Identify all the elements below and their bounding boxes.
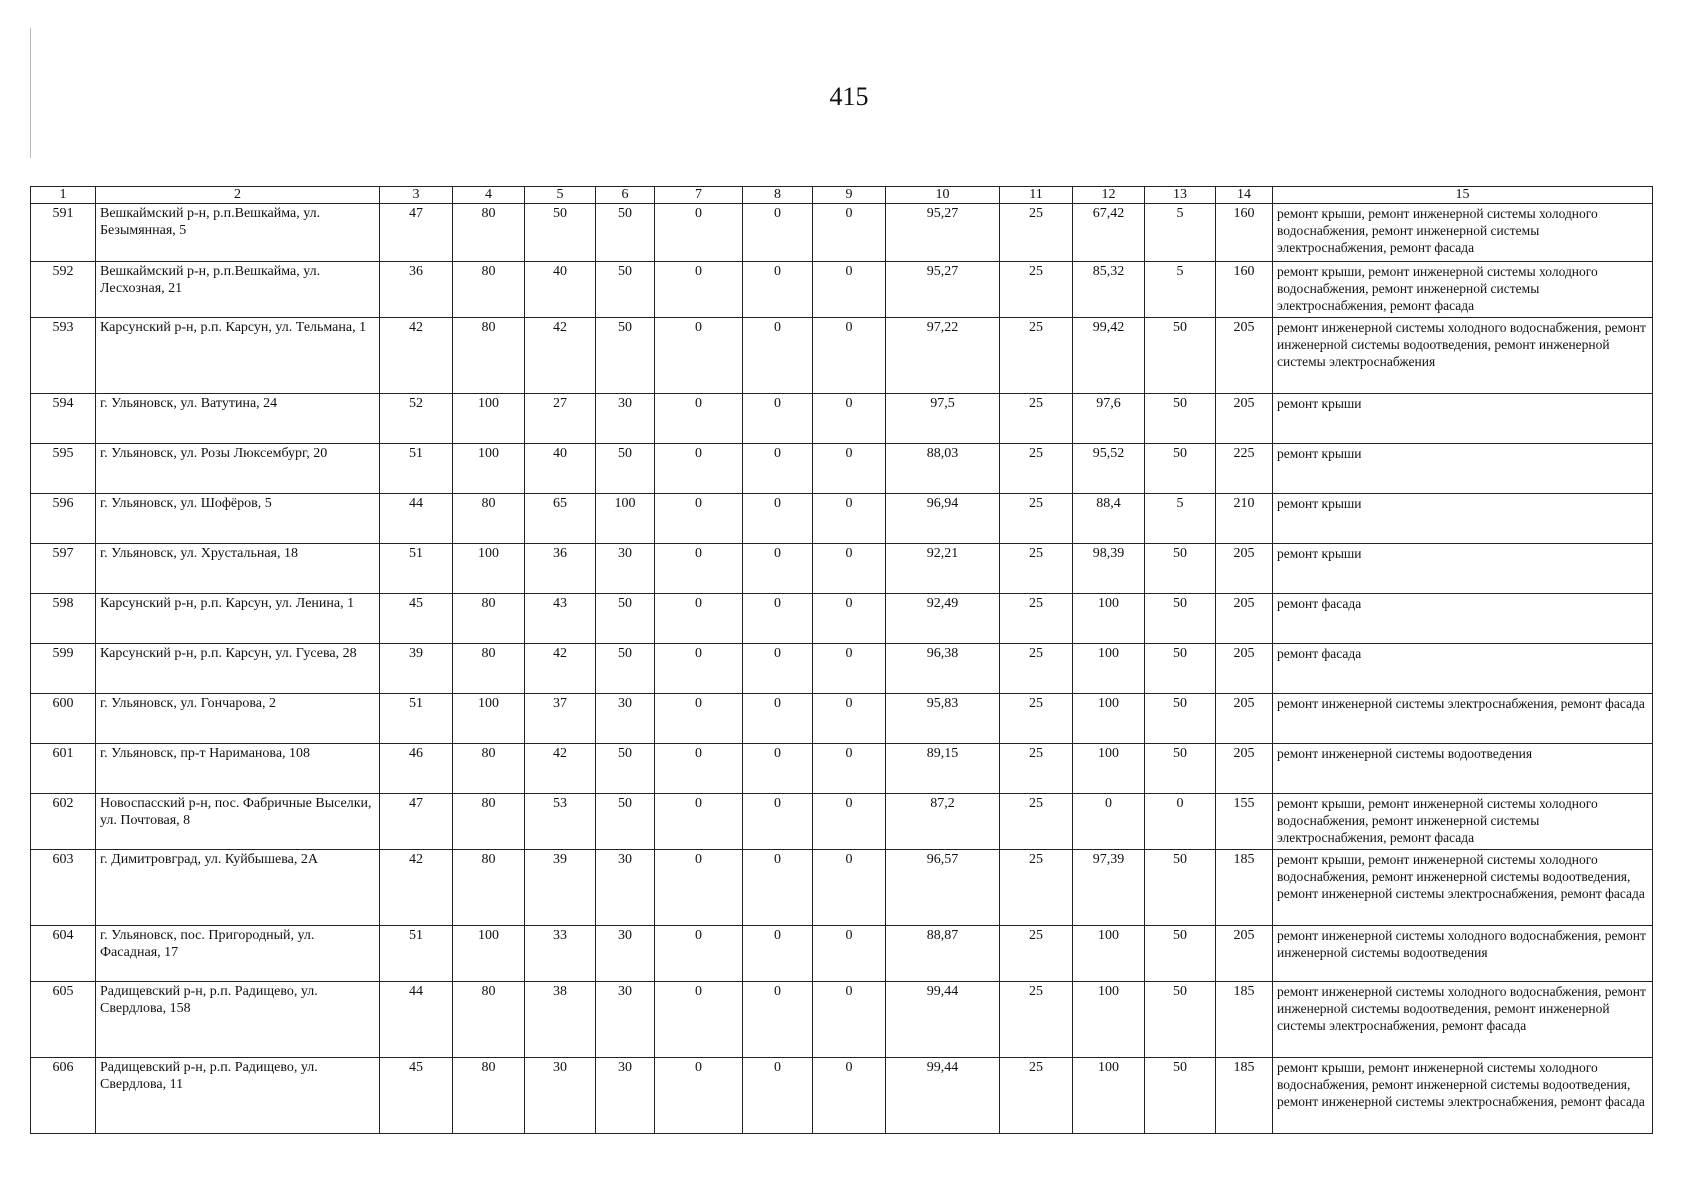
row-number-cell: 603 bbox=[31, 850, 96, 926]
value-4-cell: 80 bbox=[453, 262, 525, 318]
table-row bbox=[31, 644, 1653, 694]
value-5-cell: 65 bbox=[525, 494, 596, 544]
value-13-cell: 50 bbox=[1145, 594, 1216, 644]
value-14-cell: 205 bbox=[1216, 394, 1273, 444]
value-13-cell: 50 bbox=[1145, 744, 1216, 794]
value-9-cell: 0 bbox=[813, 204, 886, 262]
value-12-cell: 100 bbox=[1073, 926, 1145, 982]
value-5-cell: 42 bbox=[525, 318, 596, 394]
address-cell: г. Ульяновск, ул. Шофёров, 5 bbox=[96, 494, 380, 544]
value-4-cell: 80 bbox=[453, 794, 525, 850]
row-number-cell: 596 bbox=[31, 494, 96, 544]
work-types-cell: ремонт крыши, ремонт инженерной системы холодного водоснабжения, ремонт инженерной системы электроснабжения, ремонт фасада bbox=[1273, 204, 1653, 262]
value-14-cell: 210 bbox=[1216, 494, 1273, 544]
table-row bbox=[31, 794, 1653, 850]
value-5-cell: 42 bbox=[525, 744, 596, 794]
value-7-cell: 0 bbox=[655, 204, 743, 262]
value-7-cell: 0 bbox=[655, 262, 743, 318]
value-4-cell: 80 bbox=[453, 1058, 525, 1134]
value-4-cell: 100 bbox=[453, 694, 525, 744]
value-7-cell: 0 bbox=[655, 1058, 743, 1134]
value-14-cell: 225 bbox=[1216, 444, 1273, 494]
value-12-cell: 97,6 bbox=[1073, 394, 1145, 444]
value-9-cell: 0 bbox=[813, 982, 886, 1058]
value-5-cell: 50 bbox=[525, 204, 596, 262]
value-14-cell: 205 bbox=[1216, 544, 1273, 594]
row-number-cell: 602 bbox=[31, 794, 96, 850]
value-8-cell: 0 bbox=[743, 850, 813, 926]
value-8-cell: 0 bbox=[743, 1058, 813, 1134]
value-9-cell: 0 bbox=[813, 544, 886, 594]
value-5-cell: 40 bbox=[525, 444, 596, 494]
work-types-cell: ремонт фасада bbox=[1273, 594, 1653, 644]
column-header: 8 bbox=[743, 187, 813, 204]
value-7-cell: 0 bbox=[655, 694, 743, 744]
value-5-cell: 53 bbox=[525, 794, 596, 850]
value-11-cell: 25 bbox=[1000, 694, 1073, 744]
value-4-cell: 100 bbox=[453, 926, 525, 982]
value-10-cell: 96,94 bbox=[886, 494, 1000, 544]
work-types-cell: ремонт инженерной системы водоотведения bbox=[1273, 744, 1653, 794]
value-11-cell: 25 bbox=[1000, 982, 1073, 1058]
value-7-cell: 0 bbox=[655, 982, 743, 1058]
row-number-cell: 604 bbox=[31, 926, 96, 982]
value-6-cell: 30 bbox=[596, 850, 655, 926]
value-8-cell: 0 bbox=[743, 262, 813, 318]
address-cell: Карсунский р-н, р.п. Карсун, ул. Ленина, 1 bbox=[96, 594, 380, 644]
value-14-cell: 185 bbox=[1216, 1058, 1273, 1134]
column-header: 4 bbox=[453, 187, 525, 204]
work-types-cell: ремонт крыши, ремонт инженерной системы холодного водоснабжения, ремонт инженерной системы электроснабжения, ремонт фасада bbox=[1273, 262, 1653, 318]
work-types-cell: ремонт крыши bbox=[1273, 394, 1653, 444]
column-header: 15 bbox=[1273, 187, 1653, 204]
value-14-cell: 205 bbox=[1216, 594, 1273, 644]
value-12-cell: 100 bbox=[1073, 594, 1145, 644]
value-10-cell: 95,83 bbox=[886, 694, 1000, 744]
value-9-cell: 0 bbox=[813, 494, 886, 544]
value-11-cell: 25 bbox=[1000, 850, 1073, 926]
value-6-cell: 50 bbox=[596, 594, 655, 644]
value-12-cell: 100 bbox=[1073, 694, 1145, 744]
row-number-cell: 591 bbox=[31, 204, 96, 262]
value-11-cell: 25 bbox=[1000, 494, 1073, 544]
value-13-cell: 50 bbox=[1145, 444, 1216, 494]
value-10-cell: 89,15 bbox=[886, 744, 1000, 794]
value-14-cell: 205 bbox=[1216, 694, 1273, 744]
value-5-cell: 43 bbox=[525, 594, 596, 644]
value-11-cell: 25 bbox=[1000, 744, 1073, 794]
register-table bbox=[30, 186, 1653, 1134]
address-cell: Радищевский р-н, р.п. Радищево, ул. Свердлова, 158 bbox=[96, 982, 380, 1058]
table-row bbox=[31, 544, 1653, 594]
table-row bbox=[31, 394, 1653, 444]
value-9-cell: 0 bbox=[813, 444, 886, 494]
column-header: 12 bbox=[1073, 187, 1145, 204]
value-4-cell: 80 bbox=[453, 494, 525, 544]
value-3-cell: 44 bbox=[380, 494, 453, 544]
value-5-cell: 40 bbox=[525, 262, 596, 318]
table-row bbox=[31, 694, 1653, 744]
value-9-cell: 0 bbox=[813, 644, 886, 694]
table-row bbox=[31, 318, 1653, 394]
work-types-cell: ремонт крыши bbox=[1273, 544, 1653, 594]
value-6-cell: 50 bbox=[596, 744, 655, 794]
table-row bbox=[31, 262, 1653, 318]
value-7-cell: 0 bbox=[655, 644, 743, 694]
value-10-cell: 99,44 bbox=[886, 982, 1000, 1058]
column-header: 7 bbox=[655, 187, 743, 204]
value-14-cell: 155 bbox=[1216, 794, 1273, 850]
value-10-cell: 88,87 bbox=[886, 926, 1000, 982]
value-8-cell: 0 bbox=[743, 644, 813, 694]
value-10-cell: 95,27 bbox=[886, 262, 1000, 318]
value-8-cell: 0 bbox=[743, 444, 813, 494]
value-4-cell: 80 bbox=[453, 850, 525, 926]
value-10-cell: 87,2 bbox=[886, 794, 1000, 850]
table-row bbox=[31, 744, 1653, 794]
table-row bbox=[31, 926, 1653, 982]
value-3-cell: 46 bbox=[380, 744, 453, 794]
column-header: 11 bbox=[1000, 187, 1073, 204]
value-3-cell: 47 bbox=[380, 794, 453, 850]
value-9-cell: 0 bbox=[813, 850, 886, 926]
value-5-cell: 37 bbox=[525, 694, 596, 744]
address-cell: г. Ульяновск, ул. Розы Люксембург, 20 bbox=[96, 444, 380, 494]
value-3-cell: 42 bbox=[380, 318, 453, 394]
value-12-cell: 98,39 bbox=[1073, 544, 1145, 594]
row-number-cell: 605 bbox=[31, 982, 96, 1058]
value-7-cell: 0 bbox=[655, 544, 743, 594]
value-4-cell: 80 bbox=[453, 744, 525, 794]
value-7-cell: 0 bbox=[655, 850, 743, 926]
value-10-cell: 88,03 bbox=[886, 444, 1000, 494]
value-3-cell: 51 bbox=[380, 544, 453, 594]
value-12-cell: 97,39 bbox=[1073, 850, 1145, 926]
value-9-cell: 0 bbox=[813, 318, 886, 394]
column-header: 9 bbox=[813, 187, 886, 204]
column-header: 10 bbox=[886, 187, 1000, 204]
value-7-cell: 0 bbox=[655, 744, 743, 794]
value-8-cell: 0 bbox=[743, 694, 813, 744]
value-13-cell: 5 bbox=[1145, 204, 1216, 262]
row-number-cell: 599 bbox=[31, 644, 96, 694]
value-12-cell: 100 bbox=[1073, 1058, 1145, 1134]
address-cell: г. Ульяновск, ул. Ватутина, 24 bbox=[96, 394, 380, 444]
row-number-cell: 595 bbox=[31, 444, 96, 494]
value-12-cell: 88,4 bbox=[1073, 494, 1145, 544]
value-3-cell: 44 bbox=[380, 982, 453, 1058]
value-13-cell: 50 bbox=[1145, 318, 1216, 394]
table-row bbox=[31, 850, 1653, 926]
address-cell: Вешкаймский р-н, р.п.Вешкайма, ул. Безымянная, 5 bbox=[96, 204, 380, 262]
value-12-cell: 100 bbox=[1073, 982, 1145, 1058]
value-6-cell: 50 bbox=[596, 794, 655, 850]
column-number-row bbox=[31, 187, 1653, 204]
value-10-cell: 96,57 bbox=[886, 850, 1000, 926]
value-14-cell: 205 bbox=[1216, 318, 1273, 394]
value-13-cell: 50 bbox=[1145, 982, 1216, 1058]
value-11-cell: 25 bbox=[1000, 926, 1073, 982]
work-types-cell: ремонт инженерной системы холодного водоснабжения, ремонт инженерной системы водоотведения, ремонт инженерной системы электроснабжения, ремонт фасада bbox=[1273, 982, 1653, 1058]
table-row bbox=[31, 594, 1653, 644]
address-cell: Карсунский р-н, р.п. Карсун, ул. Гусева, 28 bbox=[96, 644, 380, 694]
value-8-cell: 0 bbox=[743, 318, 813, 394]
value-8-cell: 0 bbox=[743, 926, 813, 982]
value-13-cell: 50 bbox=[1145, 1058, 1216, 1134]
column-header: 1 bbox=[31, 187, 96, 204]
value-9-cell: 0 bbox=[813, 744, 886, 794]
row-number-cell: 592 bbox=[31, 262, 96, 318]
value-11-cell: 25 bbox=[1000, 394, 1073, 444]
value-5-cell: 42 bbox=[525, 644, 596, 694]
value-14-cell: 185 bbox=[1216, 850, 1273, 926]
value-3-cell: 51 bbox=[380, 444, 453, 494]
value-3-cell: 36 bbox=[380, 262, 453, 318]
value-4-cell: 80 bbox=[453, 982, 525, 1058]
value-6-cell: 30 bbox=[596, 1058, 655, 1134]
value-13-cell: 50 bbox=[1145, 644, 1216, 694]
value-8-cell: 0 bbox=[743, 594, 813, 644]
work-types-cell: ремонт крыши bbox=[1273, 444, 1653, 494]
value-5-cell: 33 bbox=[525, 926, 596, 982]
value-5-cell: 39 bbox=[525, 850, 596, 926]
value-13-cell: 50 bbox=[1145, 394, 1216, 444]
row-number-cell: 606 bbox=[31, 1058, 96, 1134]
address-cell: Радищевский р-н, р.п. Радищево, ул. Свердлова, 11 bbox=[96, 1058, 380, 1134]
value-10-cell: 95,27 bbox=[886, 204, 1000, 262]
address-cell: г. Димитровград, ул. Куйбышева, 2А bbox=[96, 850, 380, 926]
value-13-cell: 50 bbox=[1145, 694, 1216, 744]
table-row bbox=[31, 982, 1653, 1058]
work-types-cell: ремонт крыши, ремонт инженерной системы холодного водоснабжения, ремонт инженерной системы водоотведения, ремонт инженерной системы электроснабжения, ремонт фасада bbox=[1273, 1058, 1653, 1134]
value-7-cell: 0 bbox=[655, 794, 743, 850]
value-6-cell: 30 bbox=[596, 926, 655, 982]
value-5-cell: 27 bbox=[525, 394, 596, 444]
value-9-cell: 0 bbox=[813, 594, 886, 644]
value-6-cell: 50 bbox=[596, 644, 655, 694]
value-13-cell: 50 bbox=[1145, 850, 1216, 926]
value-6-cell: 50 bbox=[596, 318, 655, 394]
value-11-cell: 25 bbox=[1000, 1058, 1073, 1134]
value-5-cell: 30 bbox=[525, 1058, 596, 1134]
column-header: 3 bbox=[380, 187, 453, 204]
value-3-cell: 47 bbox=[380, 204, 453, 262]
value-14-cell: 160 bbox=[1216, 204, 1273, 262]
value-8-cell: 0 bbox=[743, 544, 813, 594]
address-cell: г. Ульяновск, ул. Гончарова, 2 bbox=[96, 694, 380, 744]
value-6-cell: 30 bbox=[596, 394, 655, 444]
value-4-cell: 100 bbox=[453, 544, 525, 594]
page-number: 415 bbox=[829, 82, 869, 111]
value-14-cell: 205 bbox=[1216, 644, 1273, 694]
value-9-cell: 0 bbox=[813, 794, 886, 850]
value-11-cell: 25 bbox=[1000, 794, 1073, 850]
value-8-cell: 0 bbox=[743, 394, 813, 444]
table-row bbox=[31, 204, 1653, 262]
value-11-cell: 25 bbox=[1000, 544, 1073, 594]
work-types-cell: ремонт инженерной системы электроснабжения, ремонт фасада bbox=[1273, 694, 1653, 744]
work-types-cell: ремонт фасада bbox=[1273, 644, 1653, 694]
value-8-cell: 0 bbox=[743, 494, 813, 544]
value-9-cell: 0 bbox=[813, 926, 886, 982]
value-7-cell: 0 bbox=[655, 594, 743, 644]
value-7-cell: 0 bbox=[655, 394, 743, 444]
value-4-cell: 80 bbox=[453, 204, 525, 262]
address-cell: г. Ульяновск, ул. Хрустальная, 18 bbox=[96, 544, 380, 594]
value-11-cell: 25 bbox=[1000, 644, 1073, 694]
value-11-cell: 25 bbox=[1000, 444, 1073, 494]
value-10-cell: 96,38 bbox=[886, 644, 1000, 694]
value-12-cell: 67,42 bbox=[1073, 204, 1145, 262]
value-5-cell: 36 bbox=[525, 544, 596, 594]
value-12-cell: 85,32 bbox=[1073, 262, 1145, 318]
column-header: 6 bbox=[596, 187, 655, 204]
work-types-cell: ремонт крыши, ремонт инженерной системы холодного водоснабжения, ремонт инженерной системы водоотведения, ремонт инженерной системы электроснабжения, ремонт фасада bbox=[1273, 850, 1653, 926]
value-6-cell: 50 bbox=[596, 204, 655, 262]
column-header: 2 bbox=[96, 187, 380, 204]
value-3-cell: 39 bbox=[380, 644, 453, 694]
value-6-cell: 100 bbox=[596, 494, 655, 544]
value-6-cell: 30 bbox=[596, 544, 655, 594]
value-9-cell: 0 bbox=[813, 1058, 886, 1134]
value-7-cell: 0 bbox=[655, 494, 743, 544]
value-10-cell: 97,22 bbox=[886, 318, 1000, 394]
value-8-cell: 0 bbox=[743, 204, 813, 262]
value-14-cell: 205 bbox=[1216, 744, 1273, 794]
value-11-cell: 25 bbox=[1000, 318, 1073, 394]
row-number-cell: 600 bbox=[31, 694, 96, 744]
address-cell: Новоспасский р-н, пос. Фабричные Выселки, ул. Почтовая, 8 bbox=[96, 794, 380, 850]
value-14-cell: 205 bbox=[1216, 926, 1273, 982]
address-cell: Карсунский р-н, р.п. Карсун, ул. Тельмана, 1 bbox=[96, 318, 380, 394]
value-14-cell: 185 bbox=[1216, 982, 1273, 1058]
table-body bbox=[31, 204, 1653, 1134]
value-4-cell: 80 bbox=[453, 318, 525, 394]
value-13-cell: 50 bbox=[1145, 544, 1216, 594]
row-number-cell: 593 bbox=[31, 318, 96, 394]
table-row bbox=[31, 444, 1653, 494]
column-header: 14 bbox=[1216, 187, 1273, 204]
value-10-cell: 92,49 bbox=[886, 594, 1000, 644]
value-11-cell: 25 bbox=[1000, 204, 1073, 262]
value-9-cell: 0 bbox=[813, 694, 886, 744]
value-13-cell: 5 bbox=[1145, 262, 1216, 318]
value-13-cell: 50 bbox=[1145, 926, 1216, 982]
value-6-cell: 50 bbox=[596, 262, 655, 318]
row-number-cell: 601 bbox=[31, 744, 96, 794]
value-9-cell: 0 bbox=[813, 262, 886, 318]
work-types-cell: ремонт инженерной системы холодного водоснабжения, ремонт инженерной системы водоотведения, ремонт инженерной системы электроснабжения bbox=[1273, 318, 1653, 394]
value-12-cell: 95,52 bbox=[1073, 444, 1145, 494]
value-12-cell: 99,42 bbox=[1073, 318, 1145, 394]
value-8-cell: 0 bbox=[743, 982, 813, 1058]
value-4-cell: 80 bbox=[453, 594, 525, 644]
value-7-cell: 0 bbox=[655, 926, 743, 982]
value-4-cell: 80 bbox=[453, 644, 525, 694]
value-13-cell: 0 bbox=[1145, 794, 1216, 850]
value-3-cell: 42 bbox=[380, 850, 453, 926]
row-number-cell: 594 bbox=[31, 394, 96, 444]
value-13-cell: 5 bbox=[1145, 494, 1216, 544]
value-6-cell: 30 bbox=[596, 694, 655, 744]
value-7-cell: 0 bbox=[655, 318, 743, 394]
table-row bbox=[31, 494, 1653, 544]
value-3-cell: 52 bbox=[380, 394, 453, 444]
value-11-cell: 25 bbox=[1000, 594, 1073, 644]
value-3-cell: 51 bbox=[380, 926, 453, 982]
column-header: 5 bbox=[525, 187, 596, 204]
value-10-cell: 92,21 bbox=[886, 544, 1000, 594]
work-types-cell: ремонт крыши bbox=[1273, 494, 1653, 544]
value-9-cell: 0 bbox=[813, 394, 886, 444]
value-12-cell: 100 bbox=[1073, 644, 1145, 694]
row-number-cell: 598 bbox=[31, 594, 96, 644]
value-8-cell: 0 bbox=[743, 794, 813, 850]
address-cell: г. Ульяновск, пр-т Нариманова, 108 bbox=[96, 744, 380, 794]
row-number-cell: 597 bbox=[31, 544, 96, 594]
value-4-cell: 100 bbox=[453, 444, 525, 494]
value-10-cell: 99,44 bbox=[886, 1058, 1000, 1134]
value-3-cell: 51 bbox=[380, 694, 453, 744]
work-types-cell: ремонт крыши, ремонт инженерной системы холодного водоснабжения, ремонт инженерной системы электроснабжения, ремонт фасада bbox=[1273, 794, 1653, 850]
value-12-cell: 100 bbox=[1073, 744, 1145, 794]
value-5-cell: 38 bbox=[525, 982, 596, 1058]
work-types-cell: ремонт инженерной системы холодного водоснабжения, ремонт инженерной системы водоотведения bbox=[1273, 926, 1653, 982]
value-12-cell: 0 bbox=[1073, 794, 1145, 850]
value-8-cell: 0 bbox=[743, 744, 813, 794]
value-7-cell: 0 bbox=[655, 444, 743, 494]
table-row bbox=[31, 1058, 1653, 1134]
address-cell: Вешкаймский р-н, р.п.Вешкайма, ул. Лесхозная, 21 bbox=[96, 262, 380, 318]
value-6-cell: 50 bbox=[596, 444, 655, 494]
value-4-cell: 100 bbox=[453, 394, 525, 444]
value-6-cell: 30 bbox=[596, 982, 655, 1058]
address-cell: г. Ульяновск, пос. Пригородный, ул. Фасадная, 17 bbox=[96, 926, 380, 982]
value-10-cell: 97,5 bbox=[886, 394, 1000, 444]
value-14-cell: 160 bbox=[1216, 262, 1273, 318]
value-11-cell: 25 bbox=[1000, 262, 1073, 318]
value-3-cell: 45 bbox=[380, 594, 453, 644]
value-3-cell: 45 bbox=[380, 1058, 453, 1134]
column-header: 13 bbox=[1145, 187, 1216, 204]
